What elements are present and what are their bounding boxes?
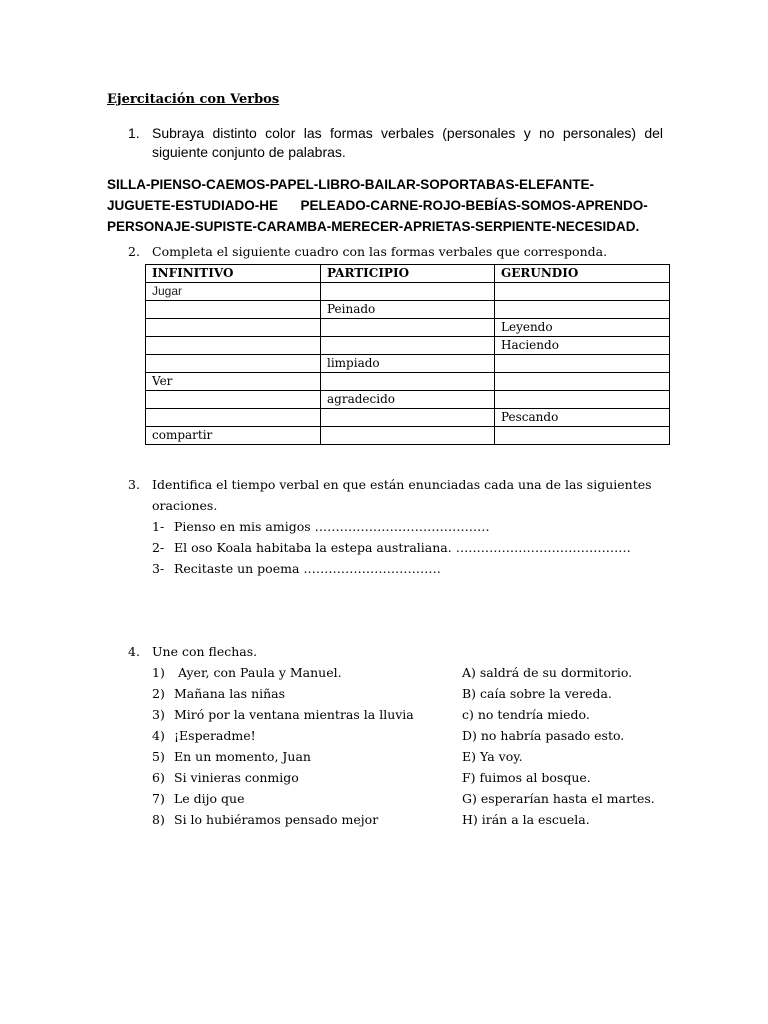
table-cell[interactable]	[495, 283, 670, 301]
matching-row	[152, 725, 688, 746]
matching-left	[152, 746, 311, 767]
table-cell[interactable]	[495, 355, 670, 373]
item-text: Pienso en mis amigos ……………………………………	[174, 519, 490, 534]
matching-left	[152, 662, 342, 683]
table-cell[interactable]: Haciendo	[495, 337, 670, 355]
matching-row	[152, 767, 688, 788]
matching-left	[152, 704, 414, 725]
table-cell[interactable]	[321, 283, 495, 301]
table-row	[146, 301, 670, 319]
table-cell[interactable]: Peinado	[321, 301, 495, 319]
table-cell[interactable]	[321, 373, 495, 391]
item-text: Ayer, con Paula y Manuel.	[174, 665, 342, 680]
table-cell[interactable]	[321, 337, 495, 355]
table-cell[interactable]: compartir	[146, 427, 321, 445]
table-row	[146, 355, 670, 373]
matching-list	[152, 662, 688, 830]
matching-left	[152, 767, 299, 788]
sentence-list	[152, 516, 663, 579]
verb-forms-table	[145, 264, 670, 445]
matching-right: G) esperarían hasta el martes.	[462, 791, 655, 806]
item-text: Recitaste un poema ……………………………	[174, 561, 441, 576]
question-1	[128, 124, 663, 162]
table-cell[interactable]	[146, 391, 321, 409]
question-1-text: Subraya distinto color las formas verbales (personales y no personales) del siguiente conjunto de palabras.	[152, 125, 663, 160]
table-cell[interactable]	[321, 409, 495, 427]
header-gerundio: GERUNDIO	[495, 265, 670, 283]
item-text: Miró por la ventana mientras la lluvia	[174, 707, 414, 722]
question-4-text: Une con flechas.	[152, 644, 258, 659]
item-text: En un momento, Juan	[174, 749, 311, 764]
matching-right: B) caía sobre la vereda.	[462, 686, 612, 701]
table-row	[146, 319, 670, 337]
matching-right: c) no tendría miedo.	[462, 707, 590, 722]
table-cell[interactable]	[146, 337, 321, 355]
table-cell[interactable]	[495, 301, 670, 319]
matching-right: F) fuimos al bosque.	[462, 770, 591, 785]
matching-left	[152, 683, 285, 704]
matching-right: E) Ya voy.	[462, 749, 523, 764]
item-number: 1-	[152, 519, 165, 534]
matching-row	[152, 788, 688, 809]
matching-left	[152, 809, 378, 830]
matching-left	[152, 725, 256, 746]
matching-left	[152, 788, 245, 809]
list-item	[152, 516, 663, 537]
item-text: Mañana las niñas	[174, 686, 286, 701]
table-cell[interactable]	[146, 319, 321, 337]
matching-row	[152, 704, 688, 725]
matching-right: A) saldrá de su dormitorio.	[462, 665, 633, 680]
table-cell[interactable]: Leyendo	[495, 319, 670, 337]
worksheet-title: Ejercitación con Verbos	[107, 92, 280, 107]
matching-row	[152, 662, 688, 683]
question-2-number: 2.	[128, 244, 140, 259]
item-text: Le dijo que	[174, 791, 245, 806]
matching-row	[152, 683, 688, 704]
table-row	[146, 337, 670, 355]
table-cell[interactable]	[146, 301, 321, 319]
question-2-text: Completa el siguiente cuadro con las formas verbales que corresponda.	[152, 244, 608, 259]
question-3	[128, 474, 663, 579]
matching-row	[152, 809, 688, 830]
list-item	[152, 537, 663, 558]
item-number: 3)	[152, 707, 165, 722]
table-cell[interactable]: limpiado	[321, 355, 495, 373]
table-cell[interactable]	[146, 355, 321, 373]
word-list-line: PERSONAJE-SUPISTE-CARAMBA-MERECER-APRIETAS-SERPIENTE-NECESIDAD.	[107, 219, 640, 234]
table-cell[interactable]: Jugar	[146, 283, 321, 301]
header-participio: PARTICIPIO	[321, 265, 495, 283]
item-number: 4)	[152, 728, 165, 743]
question-4-number: 4.	[128, 644, 140, 659]
item-text: Si lo hubiéramos pensado mejor	[174, 812, 379, 827]
word-list-line: SILLA-PIENSO-CAEMOS-PAPEL-LIBRO-BAILAR-SOPORTABAS-ELEFANTE-	[107, 177, 594, 192]
word-list	[107, 174, 663, 237]
table-cell[interactable]	[321, 319, 495, 337]
item-number: 1)	[152, 665, 165, 680]
table-header-row	[146, 265, 670, 283]
item-number: 2-	[152, 540, 165, 555]
item-number: 5)	[152, 749, 165, 764]
item-text: El oso Koala habitaba la estepa australiana. ……………………………………	[174, 540, 631, 555]
matching-right: H) irán a la escuela.	[462, 812, 590, 827]
table-cell[interactable]	[495, 373, 670, 391]
table-cell[interactable]	[321, 427, 495, 445]
item-text: ¡Esperadme!	[174, 728, 256, 743]
question-4	[128, 641, 688, 830]
word-list-line: JUGUETE-ESTUDIADO-HE PELEADO-CARNE-ROJO-BEBÍAS-SOMOS-APRENDO-	[107, 198, 648, 213]
header-infinitivo: INFINITIVO	[146, 265, 321, 283]
table-row	[146, 283, 670, 301]
question-3-text: Identifica el tiempo verbal en que están enunciadas cada una de las siguientes oraciones.	[152, 477, 652, 513]
table-row	[146, 391, 670, 409]
table-cell[interactable]: Ver	[146, 373, 321, 391]
question-1-number: 1.	[128, 125, 140, 141]
item-number: 8)	[152, 812, 165, 827]
item-number: 6)	[152, 770, 165, 785]
table-row	[146, 373, 670, 391]
item-number: 2)	[152, 686, 165, 701]
item-number: 7)	[152, 791, 165, 806]
table-cell[interactable]	[495, 427, 670, 445]
matching-right: D) no habría pasado esto.	[462, 728, 625, 743]
table-cell[interactable]	[146, 409, 321, 427]
table-cell[interactable]: agradecido	[321, 391, 495, 409]
item-number: 3-	[152, 561, 165, 576]
table-row	[146, 427, 670, 445]
list-item	[152, 558, 663, 579]
table-cell[interactable]: Pescando	[495, 409, 670, 427]
table-cell[interactable]	[495, 391, 670, 409]
item-text: Si vinieras conmigo	[174, 770, 299, 785]
table-row	[146, 409, 670, 427]
matching-row	[152, 746, 688, 767]
question-3-number: 3.	[128, 477, 140, 492]
